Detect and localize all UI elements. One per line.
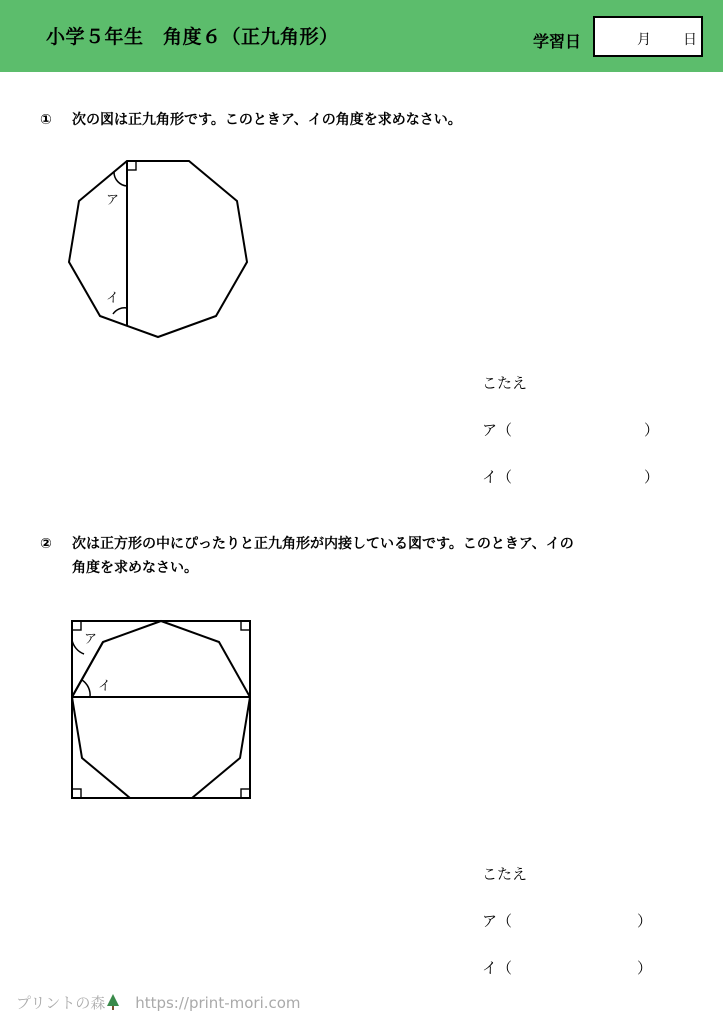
angle-arc-a <box>72 640 84 654</box>
answer-a-close: ） <box>644 421 660 439</box>
footer <box>16 992 301 1013</box>
answer-i-label: イ（ <box>482 959 513 977</box>
question-text-line2: 角度を求めなさい。 <box>72 560 198 576</box>
answer-i-close: ） <box>637 959 653 977</box>
corner-mark-br <box>241 789 250 798</box>
angle-label-i: イ <box>106 291 120 306</box>
tree-icon <box>106 994 120 1010</box>
day-label: 日 <box>683 32 697 48</box>
site-url[interactable]: https://print-mori.com <box>135 994 301 1012</box>
angle-arc-i <box>82 680 90 697</box>
answer-heading: こたえ <box>482 374 528 392</box>
corner-mark-tl <box>72 621 81 630</box>
answer-heading: こたえ <box>482 865 528 883</box>
answer-a-label: ア（ <box>482 421 513 439</box>
question-number: ② <box>40 536 52 552</box>
question-number: ① <box>40 112 52 128</box>
answer-i-label: イ（ <box>482 468 513 486</box>
answer-i-close: ） <box>644 468 660 486</box>
answer-a-close: ） <box>637 912 653 930</box>
page-title: 小学５年生 角度６（正九角形） <box>46 26 339 48</box>
corner-mark-tr <box>241 621 250 630</box>
study-date-label: 学習日 <box>533 32 582 51</box>
answer-a-label: ア（ <box>482 912 513 930</box>
question-text: 次の図は正九角形です。このときア、イの角度を求めなさい。 <box>72 112 462 128</box>
corner-mark-bl <box>72 789 81 798</box>
month-label: 月 <box>637 32 651 48</box>
angle-label-a: ア <box>106 193 120 208</box>
question-text: 次は正方形の中にぴったりと正九角形が内接している図です。このときア、イの <box>72 536 574 552</box>
site-name: プリントの森 <box>16 994 106 1012</box>
nonagon-outline <box>72 621 250 798</box>
angle-label-i: イ <box>98 679 112 694</box>
angle-label-a: ア <box>84 632 98 647</box>
